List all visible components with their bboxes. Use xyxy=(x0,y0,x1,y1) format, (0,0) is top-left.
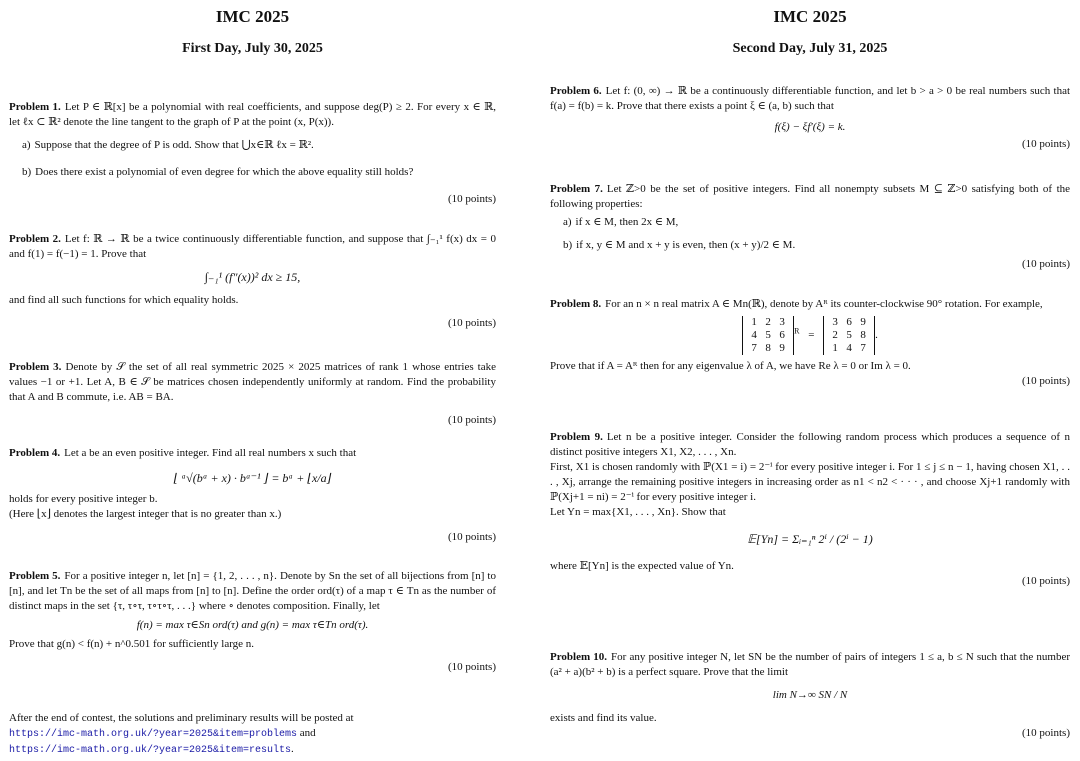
rotation-example: 1 2 3 4 5 6 7 8 9 $^R$ = 3 6 9 2 5 8 1 4 7 . xyxy=(550,316,1070,355)
matrix-cell: 5 xyxy=(765,329,771,341)
matrix-cell: 6 xyxy=(846,316,852,328)
display-equation: f(n) = max τ∈Sn ord(τ) and g(n) = max τ∈Tn ord(τ). xyxy=(136,619,369,631)
problem-text: For a positive integer n, let [n] = {1, 2, . . . , n}. Denote by Sn the set of all bijections from [n] to [n], and let Tn be the set of all maps from [n] to [n]. Define the order ord(τ) of a map τ ∈ Tn as the number of distinct maps in the set {τ, τ∘τ, τ∘τ∘τ, . . .} where ∘ denotes composition. Finally, let xyxy=(9,570,496,612)
matrix-row xyxy=(828,342,870,355)
problem-item: b) if x, y ∈ M and x + y is even, then (x + y)/2 ∈ M. xyxy=(563,239,796,251)
problems-link[interactable]: https://imc-math.org.uk/?year=2025&item=problems xyxy=(9,729,298,740)
matrix-cell: 7 xyxy=(751,342,757,354)
points: (10 points) xyxy=(448,531,496,543)
points: (10 points) xyxy=(1022,575,1070,587)
problem-after: Prove that g(n) < f(n) + n^0.501 for sufficiently large n. xyxy=(9,638,255,650)
problem-after: where 𝔼[Yn] is the expected value of Yn. xyxy=(550,560,734,572)
problem-label: Problem 9. xyxy=(550,431,603,443)
matrix-cell: 1 xyxy=(751,316,757,328)
problem-1 xyxy=(9,100,496,207)
problem-label: Problem 6. xyxy=(550,85,602,97)
right-title: IMC 2025 xyxy=(773,7,847,26)
problem-label: Problem 2. xyxy=(9,233,61,245)
matrix-cell: 2 xyxy=(832,329,838,341)
problem-7 xyxy=(550,182,1070,272)
matrix-cell: 3 xyxy=(832,316,838,328)
problem-6 xyxy=(550,84,1070,152)
footer-text: After the end of contest, the solutions and preliminary results will be posted at xyxy=(9,712,354,724)
matrix-row xyxy=(747,329,789,342)
problem-text: For any positive integer N, let SN be the number of pairs of integers 1 ≤ a, b ≤ N such that the number (a² + a)(b² + b) is a perfect square. Prove that the limit xyxy=(550,651,1070,678)
problem-text: Let n be a positive integer. Consider the following random process which produces a sequence of n distinct positive integers X1, X2, . . . , Xn. xyxy=(550,431,1070,458)
left-subtitle: First Day, July 30, 2025 xyxy=(182,41,323,56)
points: (10 points) xyxy=(1022,727,1070,739)
matrix-cell: 3 xyxy=(779,316,785,328)
display-equation: 𝔼[Yn] = Σᵢ₌₁ⁿ 2ⁱ / (2ⁱ − 1) xyxy=(747,532,873,546)
problem-after: Prove that if A = Aᴿ then for any eigenvalue λ of A, we have Re λ = 0 or Im λ = 0. xyxy=(550,360,911,372)
problem-label: Problem 8. xyxy=(550,298,602,310)
matrix-rotated xyxy=(823,316,875,355)
points: (10 points) xyxy=(448,414,496,426)
points: (10 points) xyxy=(448,661,496,673)
matrix-cell: 1 xyxy=(832,342,838,354)
left-title: IMC 2025 xyxy=(215,7,290,26)
problem-2 xyxy=(9,232,496,331)
problem-3 xyxy=(9,360,496,428)
problem-text: Let f: ℝ → ℝ be a twice continuously differentiable function, and suppose that ∫₋₁¹ f(x) dx = 0 and f(1) = f(−1) = 1. Prove that xyxy=(9,233,497,260)
problem-8 xyxy=(550,297,1070,389)
problem-label: Problem 10. xyxy=(550,651,608,663)
problem-10 xyxy=(550,650,1070,741)
matrix-cell: 2 xyxy=(765,316,771,328)
right-subtitle: Second Day, July 31, 2025 xyxy=(732,41,888,56)
display-equation: f(ξ) − ξf′(ξ) = k. xyxy=(774,121,846,133)
display-equation: lim N→∞ SN / N xyxy=(772,689,848,701)
problem-label: Problem 7. xyxy=(550,183,603,195)
problem-text: Let f: (0, ∞) → ℝ be a continuously differentiable function, and let b > a > 0 be real numbers such that f(a) = f(b) = k. Prove that there exists a point ξ ∈ (a, b) such that xyxy=(550,85,1071,112)
problem-text-2: First, X1 is chosen randomly with ℙ(X1 = i) = 2⁻ⁱ for every positive integer i. For 1 ≤ j ≤ n − 1, having chosen X1, . . . , Xj, arrange the remaining positive integers in increasing order as n1 < n2 < · · · , and choose Xj+1 randomly with ℙ(Xj+1 = ni) = 2⁻ⁱ for every positive integer i. xyxy=(550,461,1070,503)
problem-text: Let ℤ>0 be the set of positive integers. Find all nonempty subsets M ⊆ ℤ>0 satisfying both of the following properties: xyxy=(550,183,1071,210)
points: (10 points) xyxy=(1022,375,1070,387)
problem-5 xyxy=(9,569,496,675)
matrix-row xyxy=(828,329,870,342)
problem-label: Problem 4. xyxy=(9,447,61,459)
problem-9 xyxy=(550,430,1070,589)
points: (10 points) xyxy=(1022,138,1070,150)
display-equation: ∫₋₁¹ (f″(x))² dx ≥ 15, xyxy=(204,270,301,284)
matrix-cell: 4 xyxy=(751,329,757,341)
problem-text: For an n × n real matrix A ∈ Mn(ℝ), denote by Aᴿ its counter-clockwise 90° rotation. For example, xyxy=(605,298,1043,310)
problem-label: Problem 5. xyxy=(9,570,61,582)
points: (10 points) xyxy=(448,193,496,205)
problem-4 xyxy=(9,446,496,545)
matrix-cell: 7 xyxy=(860,342,866,354)
problem-item: b) Does there exist a polynomial of even degree for which the above equality still holds? xyxy=(22,166,414,178)
problem-note: (Here ⌊x⌋ denotes the largest integer that is no greater than x.) xyxy=(9,508,282,520)
problem-item: a) if x ∈ M, then 2x ∈ M, xyxy=(563,216,679,228)
problem-item: a) Suppose that the degree of P is odd. Show that ⋃x∈ℝ ℓx = ℝ². xyxy=(22,139,314,151)
matrix-row xyxy=(828,316,870,329)
footer-note: After the end of contest, the solutions and preliminary results will be posted at https://imc-math.org.uk/?year=2025&item=problems and https://imc-math.org.uk/?year=2025&item=results. xyxy=(9,711,496,758)
problem-label: Problem 1. xyxy=(9,101,61,113)
matrix-cell: 4 xyxy=(846,342,852,354)
rotation-superscript: R xyxy=(794,326,800,336)
problem-text-3: Let Yn = max{X1, . . . , Xn}. Show that xyxy=(550,506,726,518)
matrix-row xyxy=(747,342,789,355)
matrix-cell: 8 xyxy=(765,342,771,354)
matrix-cell: 9 xyxy=(779,342,785,354)
matrix-cell: 5 xyxy=(846,329,852,341)
matrix-cell: 9 xyxy=(860,316,866,328)
problem-text: Denote by 𝒮 the set of all real symmetric 2025 × 2025 matrices of rank 1 whose entries take values −1 or +1. Let A, B ∈ 𝒮 be matrices chosen independently uniformly at random. Find the probability that A and B commute, i.e. AB = BA. xyxy=(9,361,496,403)
matrix-row xyxy=(747,316,789,329)
problem-label: Problem 3. xyxy=(9,361,62,373)
results-link[interactable]: https://imc-math.org.uk/?year=2025&item=results xyxy=(9,745,292,756)
matrix-cell: 8 xyxy=(860,329,866,341)
points: (10 points) xyxy=(448,317,496,329)
problem-text: Let a be an even positive integer. Find all real numbers x such that xyxy=(64,447,357,459)
problem-after: and find all such functions for which equality holds. xyxy=(9,294,239,306)
matrix-cell: 6 xyxy=(779,329,785,341)
problem-text: Let P ∈ ℝ[x] be a polynomial with real coefficients, and suppose deg(P) ≥ 2. For every x ∈ ℝ, let ℓx ⊂ ℝ² denote the line tangent to the graph of P at the point (x, P(x)). xyxy=(9,101,496,128)
matrix-original xyxy=(742,316,794,355)
points: (10 points) xyxy=(1022,258,1070,270)
problem-after: holds for every positive integer b. xyxy=(9,493,158,505)
display-equation: ⌊ ᵃ√(bᵃ + x) · bᵃ⁻¹ ⌋ = bᵃ + ⌊x/a⌋ xyxy=(173,471,332,485)
problem-after: exists and find its value. xyxy=(550,712,657,724)
